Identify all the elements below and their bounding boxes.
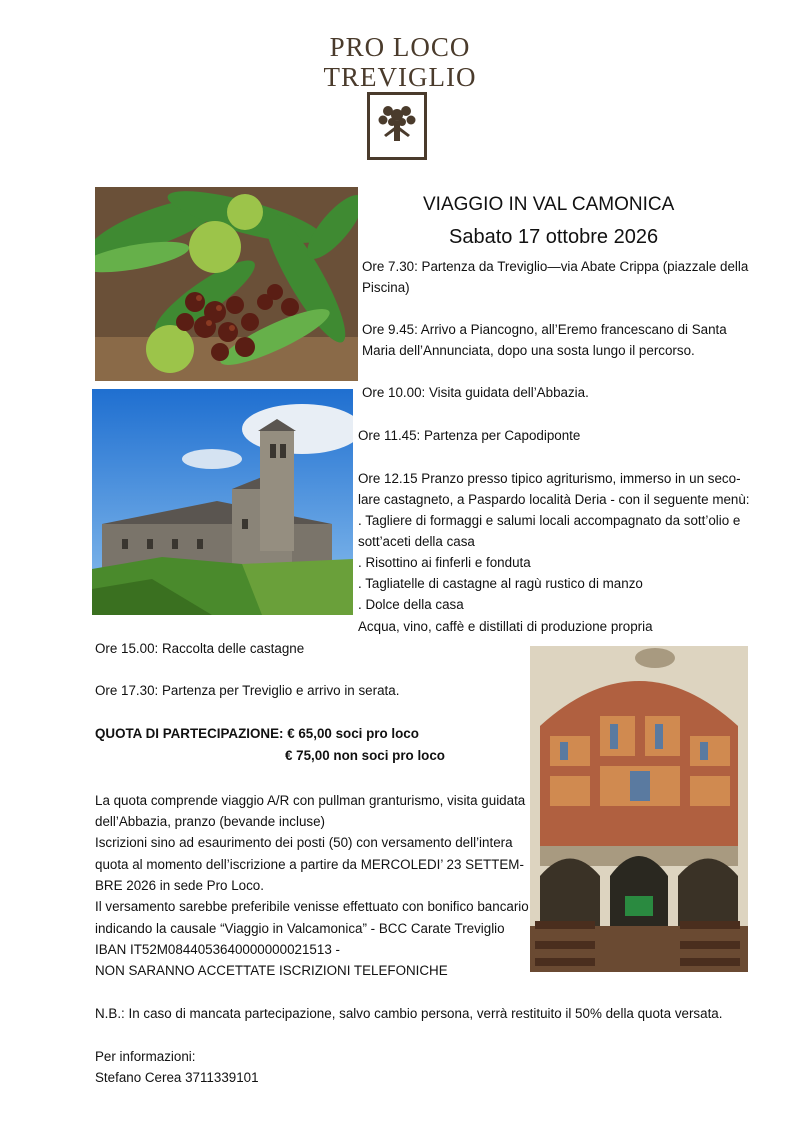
schedule-1-line-2: Piscina) [362, 280, 410, 295]
menu-item-4: . Dolce della casa [358, 597, 464, 612]
info-line-2: dell’Abbazia, pranzo (bevande incluse) [95, 814, 326, 829]
logo-line-1: PRO LOCO [329, 32, 471, 62]
schedule-5-line-2: lare castagneto, a Paspardo località Deria - con il seguente menù: [358, 492, 750, 507]
quota-price-soci: € 65,00 soci pro loco [283, 726, 419, 741]
menu-item-1-line-1: . Tagliere di formaggi e salumi locali accompagnato da sott’olio e [358, 513, 741, 528]
schedule-7: Ore 17.30: Partenza per Treviglio e arrivo in serata. [95, 683, 400, 698]
menu-drinks: Acqua, vino, caffè e distillati di produzione propria [358, 619, 653, 634]
menu-item-1-line-2: sott’aceti della casa [358, 534, 475, 549]
schedule-6: Ore 15.00: Raccolta delle castagne [95, 641, 305, 656]
info-line-6: Il versamento sarebbe preferibile venisse effettuato con bonifico bancario [95, 899, 529, 914]
chestnuts-photo [95, 187, 358, 381]
logo-line-2: TREVIGLIO [323, 62, 477, 92]
schedule-5-line-1: Ore 12.15 Pranzo presso tipico agriturismo, immerso in un seco- [358, 471, 741, 486]
nb-note: N.B.: In caso di mancata partecipazione, salvo cambio persona, verrà restituito il 50% della quota versata. [95, 1006, 723, 1021]
quota-price-non-soci: € 75,00 non soci pro loco [285, 748, 445, 763]
contact-label: Per informazioni: [95, 1049, 196, 1064]
info-line-7: indicando la causale “Viaggio in Valcamonica” - BCC Carate Treviglio [95, 921, 505, 936]
quota-row-soci [95, 723, 419, 744]
info-line-3: Iscrizioni sino ad esaurimento dei posti (50) con versamento dell’intera [95, 835, 513, 850]
event-title: VIAGGIO IN VAL CAMONICA [423, 194, 675, 215]
schedule-2-line-1: Ore 9.45: Arrivo a Piancogno, all’Eremo francescano di Santa [362, 322, 727, 337]
schedule-1-line-1: Ore 7.30: Partenza da Treviglio—via Abate Crippa (piazzale della [362, 259, 749, 274]
event-date: Sabato 17 ottobre 2026 [449, 226, 659, 248]
schedule-3: Ore 10.00: Visita guidata dell’Abbazia. [362, 385, 589, 400]
info-line-1: La quota comprende viaggio A/R con pullman granturismo, visita guidata [95, 793, 526, 808]
tree-emblem-icon [370, 95, 424, 157]
info-line-5: BRE 2026 in sede Pro Loco. [95, 878, 264, 893]
menu-item-3: . Tagliatelle di castagne al ragù rustico di manzo [358, 576, 643, 591]
contact-person: Stefano Cerea 3711339101 [95, 1070, 259, 1085]
menu-item-2: . Risottino ai finferli e fonduta [358, 555, 531, 570]
quota-label: QUOTA DI PARTECIPAZIONE: [95, 726, 284, 741]
fresco-church-photo [530, 646, 748, 972]
iban-line: IBAN IT52M0844053640000000021513 - [95, 942, 340, 957]
schedule-2-line-2: Maria dell’Annunciata, dopo una sosta lungo il percorso. [362, 343, 695, 358]
schedule-4: Ore 11.45: Partenza per Capodiponte [358, 428, 581, 443]
no-phone-registrations: NON SARANNO ACCETTATE ISCRIZIONI TELEFONICHE [95, 963, 448, 978]
pro-loco-emblem [367, 92, 427, 160]
abbey-photo [92, 389, 353, 615]
info-line-4: quota al momento dell’iscrizione a partire da MERCOLEDI’ 23 SETTEM- [95, 857, 524, 872]
